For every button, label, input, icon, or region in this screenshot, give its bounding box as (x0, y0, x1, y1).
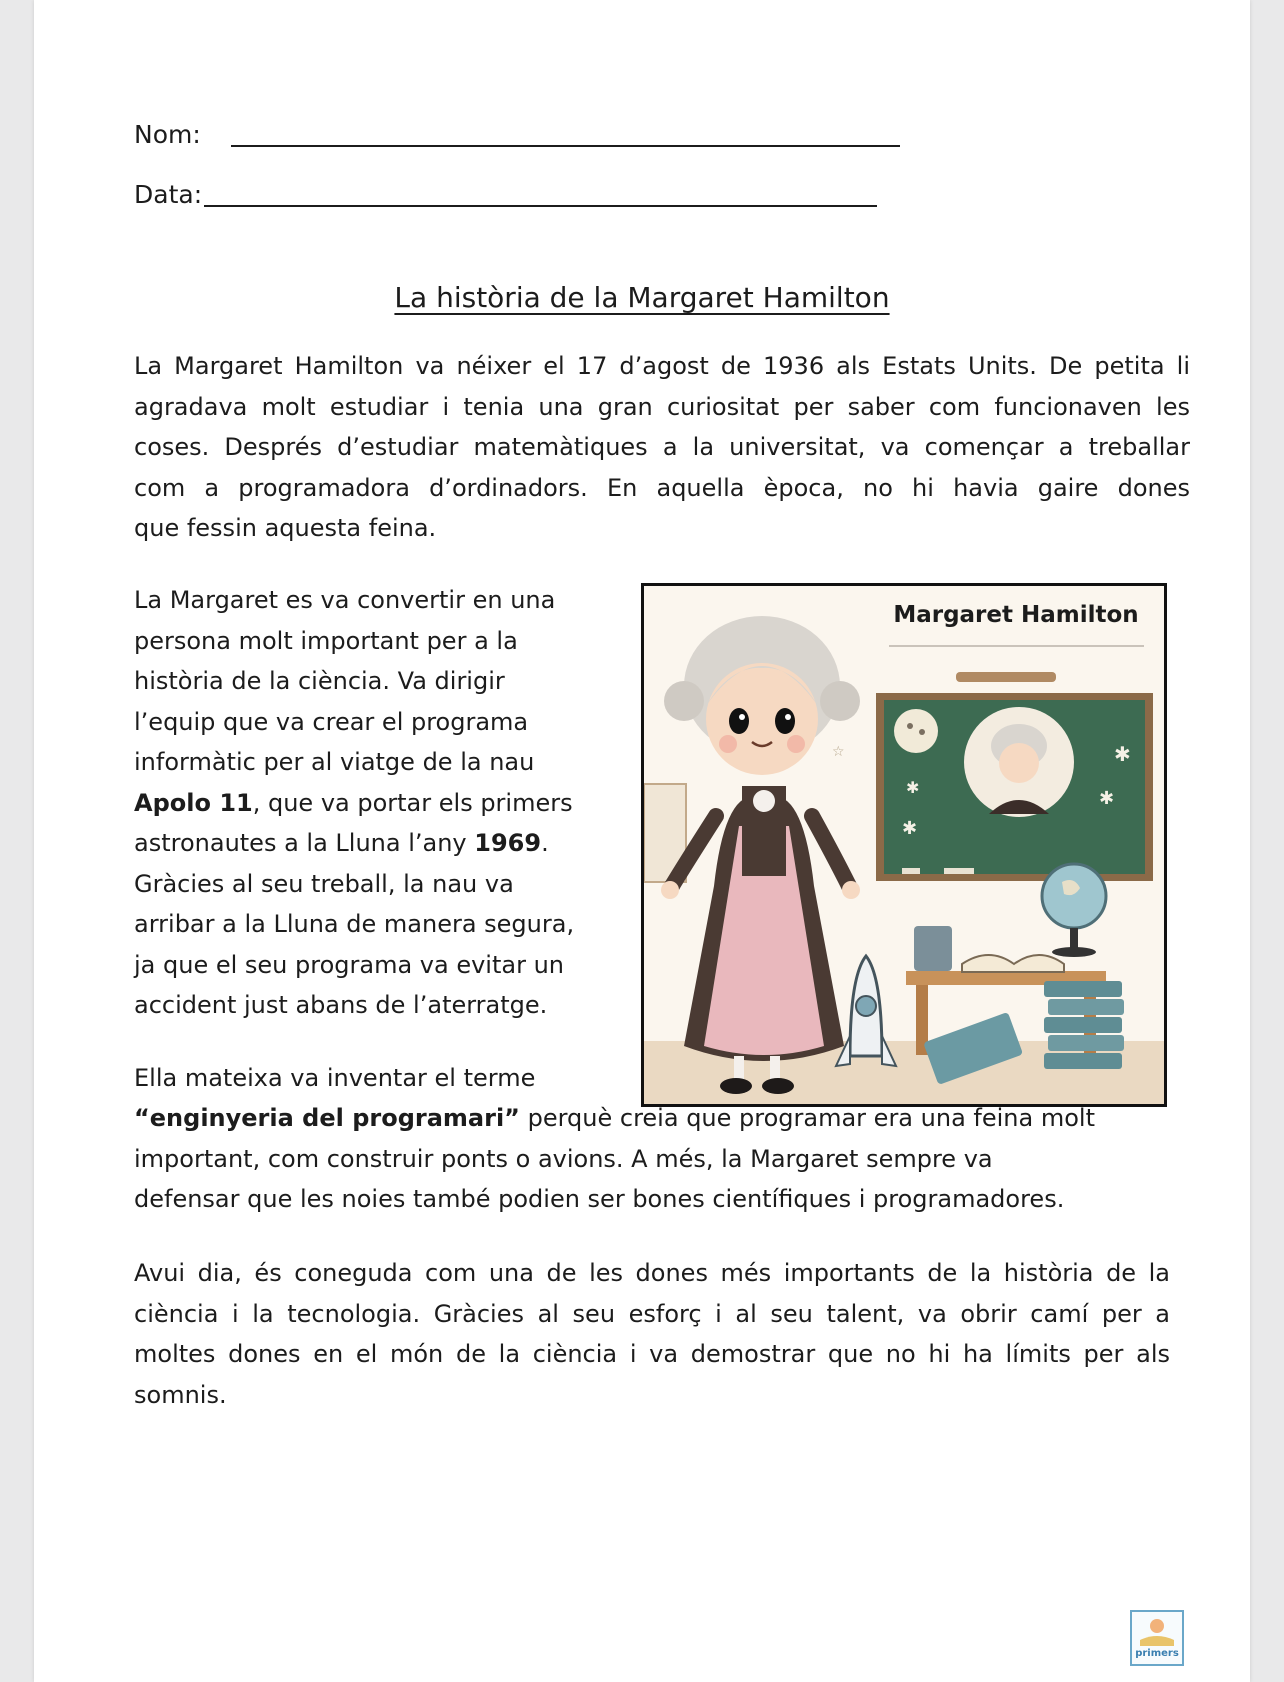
paragraph-2-text: . (541, 829, 549, 857)
svg-text:✱: ✱ (1114, 742, 1131, 766)
paragraph-2-line: arribar a la Lluna de manera segura, (134, 910, 575, 938)
paragraph-2-line: La Margaret es va convertir en una (134, 586, 556, 614)
paragraph-1-line: que fessin aquesta feina. (134, 514, 437, 542)
logo-text: primers (1135, 1648, 1179, 1659)
paragraph-2-line: l’equip que va crear el programa (134, 707, 529, 736)
svg-text:✱: ✱ (902, 818, 918, 839)
paragraph-2-line: informàtic per al viatge de la nau (134, 748, 535, 776)
paragraph-2-line (134, 823, 634, 864)
publisher-logo (1130, 1610, 1184, 1666)
software-engineering-term: “enginyeria del programari” (134, 1104, 520, 1132)
svg-text:☆: ☆ (832, 744, 845, 760)
paragraph-4 (134, 1253, 1170, 1415)
paragraph-3-text: perquè creia que programar era una feina molt (519, 1104, 1095, 1132)
book-reader-icon (1132, 1612, 1182, 1664)
year-1969: 1969 (474, 829, 542, 857)
paragraph-4-line: somnis. (134, 1380, 227, 1409)
paragraph-2 (134, 580, 634, 1026)
svg-text:✱: ✱ (906, 778, 920, 797)
paragraph-1-line: agradava molt estudiar i tenia una gran curiositat per saber com funcionaven les (134, 392, 1190, 421)
illustration-icon (644, 586, 1164, 1104)
paragraph-3-line (134, 1098, 1144, 1139)
paragraph-1-line: La Margaret Hamilton va néixer el 17 d’agost de 1936 als Estats Units. De petita li (134, 352, 1190, 380)
paragraph-2-text: astronautes a la Lluna l’any (134, 829, 475, 857)
paragraph-4-line: ciència i la tecnologia. Gràcies al seu esforç i al seu talent, va obrir camí per a (134, 1299, 1170, 1328)
paragraph-3-line: defensar que les noies també podien ser bones científiques i programadores. (134, 1185, 1065, 1213)
paragraph-2-text: , que va portar els primers (252, 788, 573, 817)
apollo-11-term: Apolo 11 (134, 788, 253, 817)
name-blank-line[interactable] (231, 145, 900, 147)
paragraph-1-line: com a programadora d’ordinadors. En aquella època, no hi havia gaire dones (134, 473, 1190, 502)
paragraph-4-line: moltes dones en el món de la ciència i va demostrar que no hi ha límits per als (134, 1340, 1170, 1368)
paragraph-4-line: Avui dia, és coneguda com una de les dones més importants de la història de la (134, 1259, 1170, 1287)
date-blank-line[interactable] (204, 205, 877, 207)
paragraph-1-line: coses. Després d’estudiar matemàtiques a la universitat, va començar a treballar (134, 433, 1190, 461)
paragraph-3-line: important, com construir ponts o avions. A més, la Margaret sempre va (134, 1144, 993, 1173)
worksheet-page (34, 0, 1250, 1682)
paragraph-2-line: accident just abans de l’aterratge. (134, 991, 548, 1019)
illustration-caption: Margaret Hamilton (893, 602, 1139, 628)
margaret-hamilton-illustration (641, 583, 1167, 1107)
paragraph-3-first-line: Ella mateixa va inventar el terme (134, 1064, 536, 1092)
svg-text:✱: ✱ (1099, 788, 1115, 809)
paragraph-2-line: persona molt important per a la (134, 626, 518, 655)
paragraph-2-line: ja que el seu programa va evitar un (134, 950, 565, 979)
paragraph-2-line (134, 783, 634, 824)
name-label: Nom: (134, 120, 201, 149)
page-title: La història de la Margaret Hamilton (394, 281, 890, 314)
paragraph-2-line: Gràcies al seu treball, la nau va (134, 869, 514, 898)
paragraph-3 (134, 1098, 1144, 1220)
date-label: Data: (134, 180, 203, 209)
paragraph-1 (134, 346, 1190, 549)
paragraph-2-line: història de la ciència. Va dirigir (134, 667, 505, 695)
